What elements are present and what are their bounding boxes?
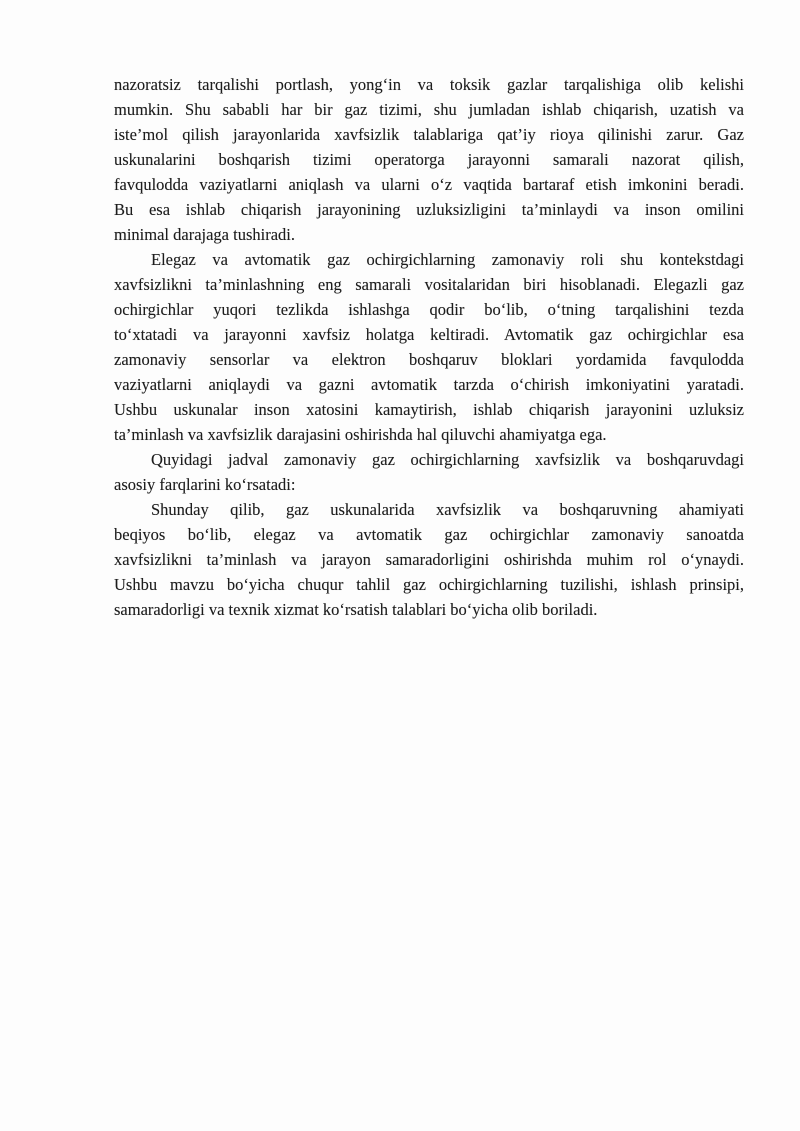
text-line: Elegaz va avtomatik gaz ochirgichlarning zamonaviy roli shu kontekstdagi xyxy=(151,250,744,269)
text-line: to‘xtatadi va jarayonni xavfsiz holatga keltiradi. Avtomatik gaz ochirgichlar esa xyxy=(114,325,744,344)
text-line: mumkin. Shu sababli har bir gaz tizimi, shu jumladan ishlab chiqarish, uzatish va xyxy=(114,100,744,119)
text-line: Ushbu uskunalar inson xatosini kamaytirish, ishlab chiqarish jarayonini uzluksiz xyxy=(114,400,744,419)
text-line: Quyidagi jadval zamonaviy gaz ochirgichlarning xavfsizlik va boshqaruvdagi xyxy=(151,450,744,469)
text-line: Ushbu mavzu bo‘yicha chuqur tahlil gaz ochirgichlarning tuzilishi, ishlash prinsipi, xyxy=(114,575,744,594)
text-line: iste’mol qilish jarayonlarida xavfsizlik talablariga qat’iy rioya qilinishi zarur. Gaz xyxy=(114,125,744,144)
paragraph xyxy=(114,447,744,497)
paragraph xyxy=(114,247,744,447)
text-line: ta’minlash va xavfsizlik darajasini oshirishda hal qiluvchi ahamiyatga ega. xyxy=(114,425,607,444)
text-line: favqulodda vaziyatlarni aniqlash va ularni o‘z vaqtida bartaraf etish imkonini beradi. xyxy=(114,175,744,194)
text-line: ochirgichlar yuqori tezlikda ishlashga qodir bo‘lib, o‘tning tarqalishini tezda xyxy=(114,300,744,319)
text-line: samaradorligi va texnik xizmat ko‘rsatish talablari bo‘yicha olib boriladi. xyxy=(114,600,598,619)
text-line: nazoratsiz tarqalishi portlash, yong‘in va toksik gazlar tarqalishiga olib kelishi xyxy=(114,75,744,94)
document-body xyxy=(114,72,744,622)
paragraph xyxy=(114,72,744,247)
text-line: asosiy farqlarini ko‘rsatadi: xyxy=(114,475,296,494)
text-line: vaziyatlarni aniqlaydi va gazni avtomatik tarzda o‘chirish imkoniyatini yaratadi. xyxy=(114,375,744,394)
text-line: uskunalarini boshqarish tizimi operatorga jarayonni samarali nazorat qilish, xyxy=(114,150,744,169)
text-line: zamonaviy sensorlar va elektron boshqaruv bloklari yordamida favqulodda xyxy=(114,350,744,369)
text-line: xavfsizlikni ta’minlashning eng samarali vositalaridan biri hisoblanadi. Elegazli gaz xyxy=(114,275,744,294)
paragraph xyxy=(114,497,744,622)
text-line: beqiyos bo‘lib, elegaz va avtomatik gaz ochirgichlar zamonaviy sanoatda xyxy=(114,525,744,544)
text-line: xavfsizlikni ta’minlash va jarayon samaradorligini oshirishda muhim rol o‘ynaydi. xyxy=(114,550,744,569)
text-line: Shunday qilib, gaz uskunalarida xavfsizlik va boshqaruvning ahamiyati xyxy=(151,500,744,519)
text-line: Bu esa ishlab chiqarish jarayonining uzluksizligini ta’minlaydi va inson omilini xyxy=(114,200,744,219)
text-line: minimal darajaga tushiradi. xyxy=(114,225,295,244)
